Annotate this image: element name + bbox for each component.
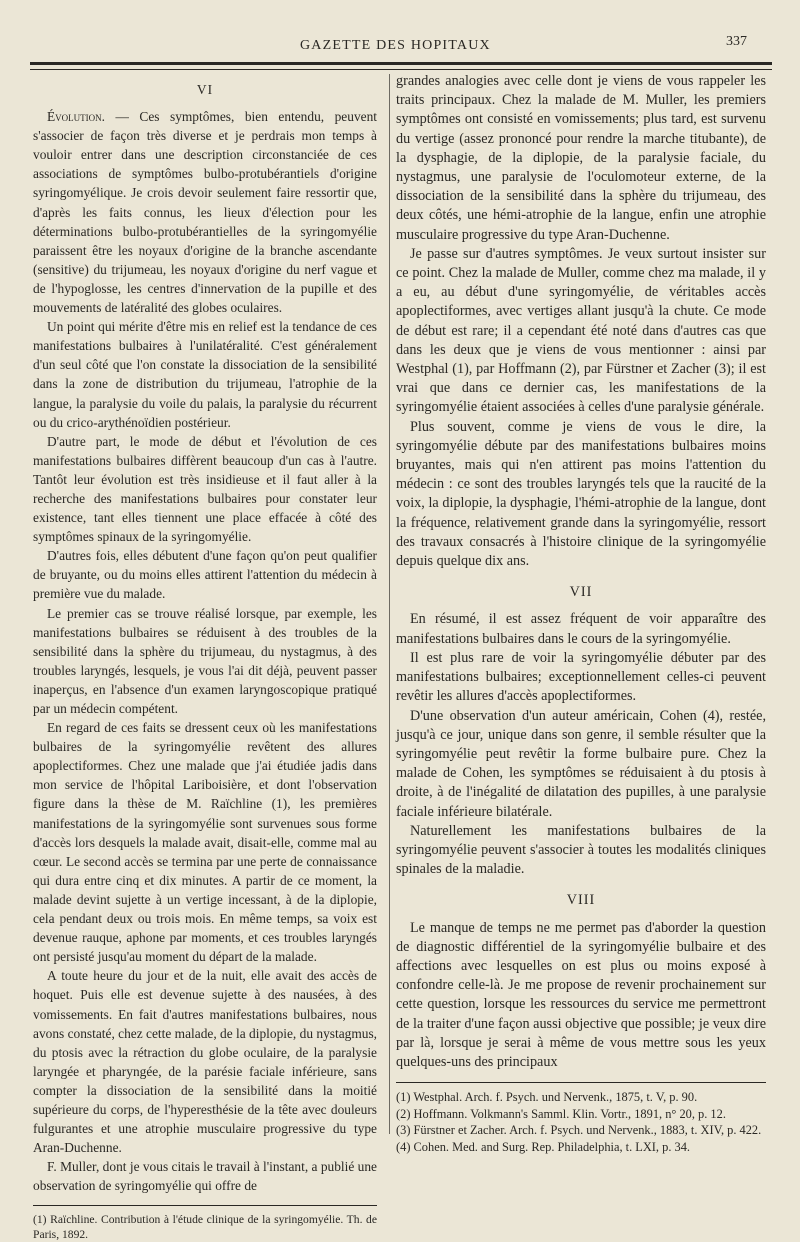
paragraph: D'autre part, le mode de début et l'évolution de ces manifestations bulbaires diffèrent beaucoup d'un cas à l'autre. Tantôt leur évolution est très insidieuse et il faut aller à la recherche des manifestations bulbaires pour constater leur existence, tant elles tiennent une place effacée à côté des symptômes spinaux de la syringomyélie. [33,433,377,545]
footnote: (1) Raïchline. Contribution à l'étude clinique de la syringomyélie. Th. de Paris, 1892. [33,1213,377,1242]
paragraph: Naturellement les manifestations bulbaires de la syringomyélie peuvent s'associer à toutes les modalités cliniques spinales de la maladie. [396,822,766,878]
column-divider [389,74,390,1134]
footnote-rule [396,1082,766,1083]
paragraph: Plus souvent, comme je viens de vous le dire, la syringomyélie débute par des manifestations bulbaires moins bruyantes, mais qui n'en attirent pas moins l'attention du médecin : ce sont des troubles laryngés tels que la raucité de la voix, la diplopie, la dysphagie, l'hémi-atrophie de la langue, dont la fréquence, relativement grande dans la syringomyélie, ressort des travaux consacrés à l'histoire clinique de la syringomyélie depuis quelque dix ans. [396,418,766,570]
paragraph: Je passe sur d'autres symptômes. Je veux surtout insister sur ce point. Chez la malade de Muller, comme chez ma malade, il y a eu, au début d'une syringomyélie, de véritables accès apoplectiformes, avec vertiges allant jusqu'à la chute. Ce mode de début est rare; il a cependant été noté dans d'autres cas que dans les deux que je viens de vous mentionner : ainsi par Westphal (1), par Hoffmann (2), par Fürstner et Zacher (3); il est vrai que dans ce dernier cas, les manifestations de la syringomyélie étaient associées à celles d'une paralysie générale. [396,245,766,416]
paragraph: F. Muller, dont je vous citais le travail à l'instant, a publié une observation de syringomyélie qui offre de [33,1159,377,1194]
header-rule-thin [30,69,772,70]
footnote: (4) Cohen. Med. and Surg. Rep. Philadelphia, t. LXI, p. 34. [396,1139,691,1154]
footnote: (2) Hoffmann. Volkmann's Samml. Klin. Vortr., 1891, n° 20, p. 12. [396,1106,726,1121]
paragraph: En regard de ces faits se dressent ceux où les manifestations bulbaires de la syringomyélie revêtent des allures apoplectiformes. Chez une malade que j'ai étudiée jadis dans mon service de l'hôpital Lariboisière, et dont l'observation figure dans la thèse de M. Raïchline (1), les premières manifestations de la syringomyélie sont survenues sous forme d'accès lors desquels la malade avait, disait-elle, comme mal au cœur. Le second accès se termina par une perte de connaissance qui dura entre cinq et dix minutes. A partir de ce moment, la malade devint sujette à un vertige incessant, à de la diplopie, cela pendant deux ou trois mois. En même temps, sa voix est devenue rauque, aphone par moments, et ces troubles laryngés ont persisté jusqu'au moment du départ de la malade. [33,720,377,965]
page-number: 337 [726,34,747,49]
paragraph: D'autres fois, elles débutent d'une façon qu'on peut qualifier de bruyante, ou du moins elles attirent l'attention du médecin à première vue du malade. [33,548,377,602]
footnote: (3) Fürstner et Zacher. Arch. f. Psych. und Nervenk., 1883, t. XIV, p. 422. [396,1123,762,1138]
left-column [33,80,377,1242]
footnote: (1) Westphal. Arch. f. Psych. und Nervenk., 1875, t. V, p. 90. [396,1090,698,1105]
paragraph: En résumé, il est assez fréquent de voir apparaître des manifestations bulbaires dans le cours de la syringomyélie. [396,611,766,647]
section-heading-vi: VI [196,82,214,97]
paragraph: Un point qui mérite d'être mis en relief est la tendance de ces manifestations bulbaires à l'unilatéralité. C'est généralement d'un seul côté que l'on constate la dissociation de la sensibilité dans la zone de distribution du trijumeau, l'atrophie de la langue, la paralysie du voile du palais, la paralysie du récurrent ou du crico-arythénoïdien postérieur. [33,319,377,430]
running-header: GAZETTE DES HOPITAUX [300,38,491,53]
footnotes-right [396,1089,766,1155]
paragraph: Le manque de temps ne me permet pas d'aborder la question de diagnostic différentiel de la syringomyélie bulbaire et des affections avec lesquelles on est plus ou moins exposé à confondre celle-là. Je me propose de revenir prochainement sur cette question, lorsque les ressources du service me permettront de la traiter d'une façon aussi objective que possible; je veux dire par là, lorsque je serai à même de vous mettre sous les yeux quelques-uns des principaux [396,919,766,1070]
paragraph: D'une observation d'un auteur américain, Cohen (4), restée, jusqu'à ce jour, unique dans son genre, il semble résulter que la syringomyélie peut revêtir la forme bulbaire pure. Chez la malade de Cohen, les symptômes se réduisaient à du ptosis à droite, à de l'inégalité de dilatation des pupilles, à une paralysie faciale inférieure bilatérale. [396,707,766,820]
lead-word: Évolution. [47,109,106,125]
header-rule-thick [30,62,772,65]
footnote-rule [33,1205,377,1206]
paragraph-text: — Ces symptômes, bien entendu, peuvent s'associer de façon très diverse et je perdrais mon temps à vouloir entrer dans une description circonstanciée de ces associations de symptômes bulbo-protubérantiels d'origine syringomyélique. Je crois devoir seulement faire ressortir que, d'après les faits connus, les lieux d'élection pour les déterminations bulbo-protubérantielles de la syringomyélie paraissent être les noyaux d'origine de la branche ascendante (sensitive) du trijumeau, les noyaux d'origine du nerf vague et de l'hypoglosse, les centres d'innervation de la pupille et des mouvements de latéralité des globes oculaires. [33,109,377,316]
right-column [396,72,766,1155]
section-heading-vii: VII [569,584,593,601]
section-heading-viii: VIII [566,892,596,909]
paragraph: Il est plus rare de voir la syringomyélie débuter par des manifestations bulbaires; exceptionnellement celles-ci peuvent revêtir les allures d'accès apoplectiformes. [396,649,766,705]
paragraph: A toute heure du jour et de la nuit, elle avait des accès de hoquet. Puis elle est devenue sujette à des nausées, à des vomissements. En fait d'autres manifestations bulbaires, nous avons constaté, chez cette malade, de la diplopie, du nystagmus, du ptosis avec la rétraction du globe oculaire, de la paralysie laryngée et pharyngée, de la parésie faciale inférieure, sans compter la dissociation de la sensibilité dans la moitié supérieure du corps, de l'hyperesthésie de la tête avec douleurs fulgurantes et une atrophie musculaire progressive du type Aran-Duchenne. [33,968,377,1156]
paragraph: grandes analogies avec celle dont je viens de vous rappeler les traits principaux. Chez la malade de M. Muller, les premiers symptômes ont consisté en vomissements; plus tard, est survenu du vertige (assez prononcé pour rendre la marche titubante), de la dysphagie, de la diplopie, de la paralysie faciale, du nystagmus, une paralysie de l'oculomoteur externe, de la dissociation de la sensibilité dans la sphère du trijumeau, des deux côtés, une hémi-atrophie de la langue, enfin une atrophie musculaire progressive du type Aran-Duchenne. [396,73,766,243]
paragraph: Le premier cas se trouve réalisé lorsque, par exemple, les manifestations bulbaires se réduisent à des troubles de la sensibilité dans la sphère du trijumeau, du nystagmus, à des troubles laryngés, lesquels, je vous l'ai dit déjà, peuvent passer inaperçus, en l'absence d'un examen laryngoscopique pratiqué par un médecin compétent. [33,605,377,716]
paragraph [33,107,377,317]
footnotes-left [33,1212,377,1242]
